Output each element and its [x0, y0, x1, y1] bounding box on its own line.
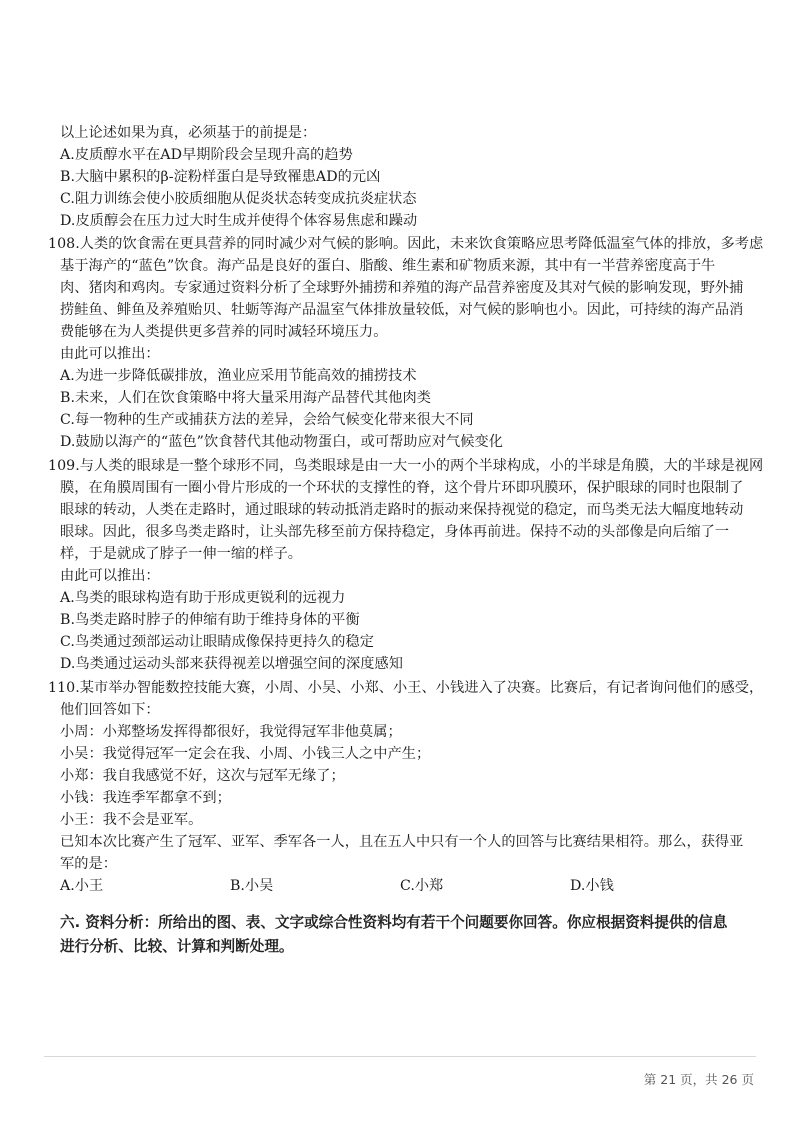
option-d: D.鼓励以海产的“蓝色”饮食替代其他动物蛋白，或可帮助应对气候变化 — [60, 434, 503, 450]
option-a: A.鸟类的眼球构造有助于形成更锐利的远视力 — [60, 590, 346, 606]
question-text-line: 眼球的转动，人类在走路时，通过眼球的转动抵消走路时的振动来保持视觉的稳定，而鸟类无法大幅度地转动 — [60, 502, 744, 518]
option-c: C.阻力训练会使小胶质细胞从促炎状态转变成抗炎症状态 — [60, 191, 417, 207]
option-c: C.每一物种的生产或捕获方法的差异，会给气候变化带来很大不同 — [60, 412, 474, 428]
statement-line: 小王：我不会是亚军。 — [60, 812, 203, 828]
question-text-line: 样，于是就成了脖子一伸一缩的样子。 — [60, 546, 303, 562]
question-text-line: 基于海产的“蓝色”饮食。海产品是良好的蛋白、脂酸、维生素和矿物质来源，其中有一半营养密度高于牛 — [60, 258, 716, 274]
question-text-line: 膜，在角膜周围有一圈小骨片形成的一个环状的支撑性的脊，这个骨片环即巩膜环，保护眼球的同时也限制了 — [60, 480, 744, 496]
question-text-line: 费能够在为人类提供更多营养的同时减轻环境压力。 — [60, 324, 388, 340]
question-text-line: 捞鲑鱼、鲱鱼及养殖贻贝、牡蛎等海产品温室气体排放量较低，对气候的影响也小。因此，可持续的海产品消 — [60, 302, 744, 318]
question-prompt: 由此可以推出： — [60, 346, 160, 362]
option-a: A.皮质醇水平在AD早期阶段会呈现升高的趋势 — [60, 147, 353, 163]
option-c: C.小郑 — [400, 878, 444, 894]
section-heading-line: 六. 资料分析：所给出的图、表、文字或综合性资料均有若干个问题要你回答。你应根据资料提供的信息 — [60, 914, 728, 931]
option-b: B.大脑中累积的β-淀粉样蛋白是导致罹患AD的元凶 — [60, 169, 381, 185]
question-text-line: 肉、猪肉和鸡肉。专家通过资料分析了全球野外捕捞和养殖的海产品营养密度及其对气候的影响发现，野外捕 — [60, 280, 744, 296]
option-c: C.鸟类通过颈部运动让眼睛成像保持更持久的稳定 — [60, 634, 374, 650]
statement-line: 小郑：我自我感觉不好，这次与冠军无缘了； — [60, 768, 345, 784]
section-heading-line: 进行分析、比较、计算和判断处理。 — [60, 938, 294, 955]
statement-line: 小钱：我连季军都拿不到； — [60, 790, 231, 806]
option-d: D.皮质醇会在压力过大时生成并使得个体容易焦虑和躁动 — [60, 213, 418, 229]
option-b: B.鸟类走路时脖子的伸缩有助于维持身体的平衡 — [60, 612, 360, 628]
question-text-line: 108.人类的饮食需在更具营养的同时减少对气候的影响。因此，未来饮食策略应思考降低温室气体的排放，多考虑 — [48, 236, 764, 252]
question-prompt: 由此可以推出： — [60, 568, 160, 584]
question-text-line: 110.某市举办智能数控技能大赛，小周、小吴、小郑、小王、小钱进入了决赛。比赛后，有记者询问他们的感受， — [48, 680, 764, 696]
option-a: A.为进一步降低碳排放，渔业应采用节能高效的捕捞技术 — [60, 368, 417, 384]
option-b: B.未来，人们在饮食策略中将大量采用海产品替代其他肉类 — [60, 390, 431, 406]
footer-divider — [44, 1056, 756, 1057]
option-d: D.鸟类通过运动头部来获得视差以增强空间的深度感知 — [60, 656, 403, 672]
question-text-line: 军的是： — [60, 856, 117, 872]
question-text-line: 已知本次比赛产生了冠军、亚军、季军各一人，且在五人中只有一个人的回答与比赛结果相符。那么，获得亚 — [60, 834, 744, 850]
option-b: B.小吴 — [230, 878, 274, 894]
option-a: A.小王 — [60, 878, 104, 894]
question-text-line: 眼球。因此，很多鸟类走路时，让头部先移至前方保持稳定，身体再前进。保持不动的头部像是向后缩了一 — [60, 524, 730, 540]
statement-line: 小周：小郑整场发挥得都很好，我觉得冠军非他莫属； — [60, 724, 402, 740]
question-text-line: 他们回答如下： — [60, 702, 160, 718]
question-text-line: 109.与人类的眼球是一整个球形不同，鸟类眼球是由一大一小的两个半球构成，小的半球是角膜，大的半球是视网 — [48, 458, 764, 474]
option-d: D.小钱 — [570, 878, 614, 894]
question-prompt: 以上论述如果为真，必须基于的前提是： — [60, 125, 317, 141]
statement-line: 小吴：我觉得冠军一定会在我、小周、小钱三人之中产生； — [60, 746, 431, 762]
page-number: 第 21 页，共 26 页 — [643, 1072, 754, 1087]
